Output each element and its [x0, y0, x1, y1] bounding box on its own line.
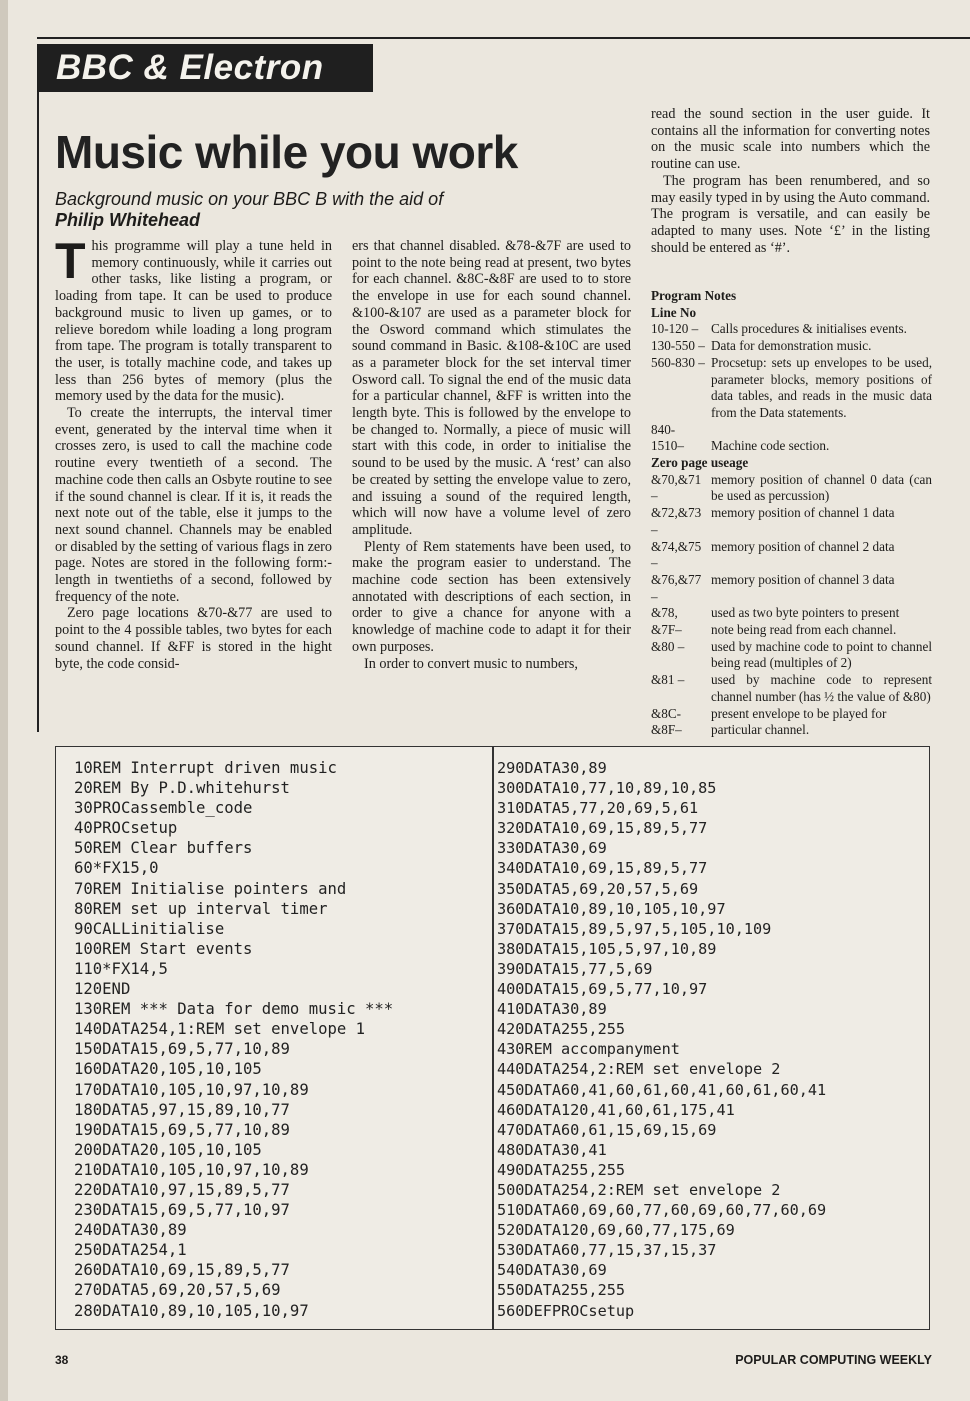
- note-row: [651, 622, 932, 639]
- code-line: 400DATA15,69,5,77,10,97: [497, 980, 708, 999]
- note-description: Data for demonstration music.: [711, 338, 872, 354]
- note-description: memory position of channel 0 data (can be used as percussion): [711, 471, 932, 504]
- code-line: 30PROCassemble_code: [74, 799, 253, 818]
- code-line: 50REM Clear buffers: [74, 839, 253, 858]
- code-line: 510DATA60,69,60,77,60,69,60,77,60,69: [497, 1201, 827, 1220]
- note-line-number: &7F–: [651, 622, 682, 638]
- code-line: 550DATA255,255: [497, 1281, 626, 1300]
- code-line: 10REM Interrupt driven music: [74, 759, 337, 777]
- code-line: 530DATA60,77,15,37,15,37: [497, 1241, 717, 1260]
- code-line: 230DATA15,69,5,77,10,97: [74, 1201, 290, 1220]
- code-line: 130REM *** Data for demo music ***: [74, 1000, 394, 1019]
- code-line: 150DATA15,69,5,77,10,89: [74, 1040, 290, 1059]
- code-line: 220DATA10,97,15,89,5,77: [74, 1180, 290, 1199]
- code-line: 350DATA5,69,20,57,5,69: [497, 879, 699, 898]
- code-line: 160DATA20,105,10,105: [74, 1060, 262, 1079]
- publication-name: POPULAR COMPUTING WEEKLY: [735, 1353, 932, 1367]
- drop-cap: T: [55, 233, 86, 289]
- code-line: 440DATA254,2:REM set envelope 2: [497, 1060, 781, 1079]
- notes-subheading: Line No: [651, 304, 697, 320]
- note-description: memory position of channel 3 data: [711, 571, 895, 587]
- code-line: 380DATA15,105,5,97,10,89: [497, 939, 717, 958]
- code-line: 370DATA15,89,5,97,5,105,10,109: [497, 919, 772, 938]
- code-line: 430REM accompanyment: [497, 1040, 680, 1059]
- column-rule: [37, 92, 39, 732]
- code-line: 320DATA10,69,15,89,5,77: [497, 819, 708, 838]
- note-line-number: &74,&75 –: [651, 538, 702, 571]
- code-line: 540DATA30,69: [497, 1261, 607, 1280]
- code-line: 70REM Initialise pointers and: [74, 879, 347, 898]
- code-line: 110*FX14,5: [74, 959, 168, 978]
- code-line: 240DATA30,89: [74, 1221, 187, 1240]
- body-column-3: [651, 106, 930, 256]
- note-description: note being read from each channel.: [711, 622, 897, 638]
- code-line: 490DATA255,255: [497, 1160, 626, 1179]
- code-line: 190DATA15,69,5,77,10,89: [74, 1120, 290, 1139]
- note-line-number: &8C-: [651, 705, 682, 721]
- zero-page-list: [651, 472, 932, 739]
- note-description: memory position of channel 2 data: [711, 538, 895, 554]
- code-line: 470DATA60,61,15,69,15,69: [497, 1120, 717, 1139]
- paragraph-text: his programme will play a tune held in memory continuously, while it carries out other tasks, like listing a program, or loading from tape. It can be used to produce background music to liven up games, or to relieve boredom while loading a long program from tape. The program is totally transparent to the user, is totally machine code, and takes up less than 256 bytes of memory (plus the memory used by the data for the music).: [55, 238, 332, 405]
- paragraph: To create the interrupts, the interval timer event, generated by the interval time when it crosses zero, is used to call the machine code routine every twentieth of a second. The machine code then calls an Osbyte routine to see if the sound channel is clear. If it is, it reads the next note out of the table, else it jumps to the next sound channel. Channels may be enabled or disabled by the setting of various flags in zero page. Notes are stored in the following form:- length in twentieths of a second, followed by frequency of the note.: [55, 405, 332, 605]
- code-line: 500DATA254,2:REM set envelope 2: [497, 1180, 781, 1199]
- note-row: [651, 706, 932, 723]
- code-line: 260DATA10,69,15,89,5,77: [74, 1261, 290, 1280]
- note-line-number: &8F–: [651, 722, 682, 738]
- note-line-number: 840-: [651, 421, 676, 437]
- code-line: 300DATA10,77,10,89,10,85: [497, 779, 717, 798]
- code-line: 170DATA10,105,10,97,10,89: [74, 1080, 309, 1099]
- note-row: [651, 639, 932, 672]
- code-line: 270DATA5,69,20,57,5,69: [74, 1281, 281, 1300]
- code-line: 210DATA10,105,10,97,10,89: [74, 1160, 309, 1179]
- code-line: 420DATA255,255: [497, 1020, 626, 1039]
- note-row: [651, 422, 932, 439]
- body-column-2: [352, 238, 631, 672]
- note-description: used by machine code to point to channel being read (multiples of 2): [711, 638, 932, 671]
- note-line-number: &76,&77 –: [651, 571, 702, 604]
- zero-page-heading: Zero page useage: [651, 455, 749, 471]
- paragraph: The program has been renumbered, and so may easily typed in by using the Auto command. The program is versatile, and can easily be adapted to many uses. Note ‘£’ in the listing should be entered as ‘#’.: [651, 172, 930, 256]
- note-line-number: &80 –: [651, 638, 685, 654]
- note-line-number: 130-550 –: [651, 338, 705, 354]
- code-line: 390DATA15,77,5,69: [497, 959, 653, 978]
- code-listing-left: [74, 758, 393, 1321]
- note-description: Machine code section.: [711, 438, 830, 454]
- note-line-number: &72,&73 –: [651, 505, 702, 537]
- note-description: used as two byte pointers to present: [711, 605, 900, 621]
- note-line-number: &78,: [651, 605, 678, 621]
- note-line-number: 560-830 –: [651, 354, 705, 370]
- note-description: particular channel.: [711, 722, 810, 738]
- paragraph: [55, 233, 332, 405]
- note-row: [651, 321, 932, 338]
- code-line: 60*FX15,0: [74, 859, 159, 878]
- header-rule: [37, 37, 970, 39]
- code-divider: [492, 746, 494, 1330]
- note-description: memory position of channel 1 data: [711, 505, 895, 521]
- code-line: 560DEFPROCsetup: [497, 1301, 635, 1320]
- paragraph: Zero page locations &70-&77 are used to point to the 4 possible tables, two bytes for each sound channel. If &FF is stored in the hight byte, the code consid-: [55, 605, 332, 672]
- code-line: 330DATA30,69: [497, 839, 607, 858]
- code-line: 250DATA254,1: [74, 1241, 187, 1260]
- body-column-1: [55, 233, 332, 672]
- code-line: 100REM Start events: [74, 939, 253, 958]
- note-row: [651, 572, 932, 605]
- code-line: 280DATA10,89,10,105,10,97: [74, 1301, 309, 1320]
- note-row: [651, 605, 932, 622]
- note-description: Procsetup: sets up envelopes to be used, parameter blocks, memory positions of data tables, and reads in the music data from the Data statements.: [711, 354, 932, 420]
- note-description: Calls procedures & initialises events.: [711, 321, 907, 337]
- notes-heading: Program Notes: [651, 288, 737, 303]
- subtitle-text: Background music on your BBC B with the aid of: [55, 189, 444, 209]
- code-line: 460DATA120,41,60,61,175,41: [497, 1100, 735, 1119]
- note-line-number: &81 –: [651, 672, 685, 688]
- code-line: 200DATA20,105,10,105: [74, 1140, 262, 1159]
- author-name: Philip Whitehead: [55, 210, 201, 230]
- code-line: 180DATA5,97,15,89,10,77: [74, 1100, 290, 1119]
- note-description: used by machine code to represent channel number (has ½ the value of &80): [711, 672, 932, 704]
- note-line-number: &70,&71 –: [651, 471, 702, 504]
- note-description: present envelope to be played for: [711, 705, 887, 721]
- paragraph: ers that channel disabled. &78-&7F are used to point to the note being read at present, two bytes for each channel. &8C-&8F are used to to store the envelope in use for each sound channel. &100-&107 are used as a parameter block for the Osword command which stimulates the sound command in Basic. &108-&10C are used as a parameter block for the set interval timer Osword call. To signal the end of the music data for a particular channel, &FF is written into the length byte. This is followed by the envelope to be changed to. Normally, a piece of music will start with this code, in order to initialise the sound to be used by the music. A ‘rest’ can also be created by setting the envelope value to zero, and issuing a sound of the required length, which will now have a volume level of zero amplitude.: [352, 238, 631, 538]
- note-row: [651, 355, 932, 422]
- code-line: 340DATA10,69,15,89,5,77: [497, 859, 708, 878]
- code-line: 140DATA254,1:REM set envelope 1: [74, 1020, 366, 1039]
- code-line: 360DATA10,89,10,105,10,97: [497, 899, 726, 918]
- code-line: 40PROCsetup: [74, 819, 178, 838]
- paragraph: In order to convert music to numbers,: [364, 655, 578, 672]
- note-row: [651, 505, 932, 538]
- page-edge: [0, 0, 8, 1401]
- note-row: [651, 672, 932, 705]
- note-row: [651, 438, 932, 455]
- code-line: 20REM By P.D.whitehurst: [74, 779, 290, 798]
- code-listing-right: [497, 758, 826, 1321]
- note-description: [711, 422, 932, 439]
- note-row: [651, 722, 932, 739]
- program-notes: [651, 288, 932, 739]
- notes-list: [651, 321, 932, 455]
- paragraph: read the sound section in the user guide. It contains all the information for converting notes on the music scale into numbers which the routine can use.: [651, 106, 930, 173]
- code-line: 520DATA120,69,60,77,175,69: [497, 1221, 735, 1240]
- code-line: 290DATA30,89: [497, 759, 607, 777]
- code-line: 90CALLinitialise: [74, 919, 225, 938]
- code-line: 450DATA60,41,60,61,60,41,60,61,60,41: [497, 1080, 827, 1099]
- note-row: [651, 539, 932, 572]
- code-line: 480DATA30,41: [497, 1140, 607, 1159]
- note-line-number: 1510–: [651, 438, 684, 454]
- article-subtitle: [55, 189, 635, 231]
- note-row: [651, 338, 932, 355]
- code-line: 80REM set up interval timer: [74, 899, 328, 918]
- code-line: 410DATA30,89: [497, 1000, 607, 1019]
- code-line: 120END: [74, 980, 131, 999]
- article-title: Music while you work: [55, 126, 518, 178]
- paragraph: Plenty of Rem statements have been used, to make the program easier to understand. The machine code section has been extensively annotated with descriptions of each section, in order to give a chance for anyone with a knowledge of machine code to adapt it for their own purposes.: [352, 538, 631, 655]
- code-line: 310DATA5,77,20,69,5,61: [497, 799, 699, 818]
- section-header: BBC & Electron: [37, 44, 373, 92]
- note-row: [651, 472, 932, 505]
- page-number: 38: [55, 1353, 69, 1367]
- note-line-number: 10-120 –: [651, 321, 699, 337]
